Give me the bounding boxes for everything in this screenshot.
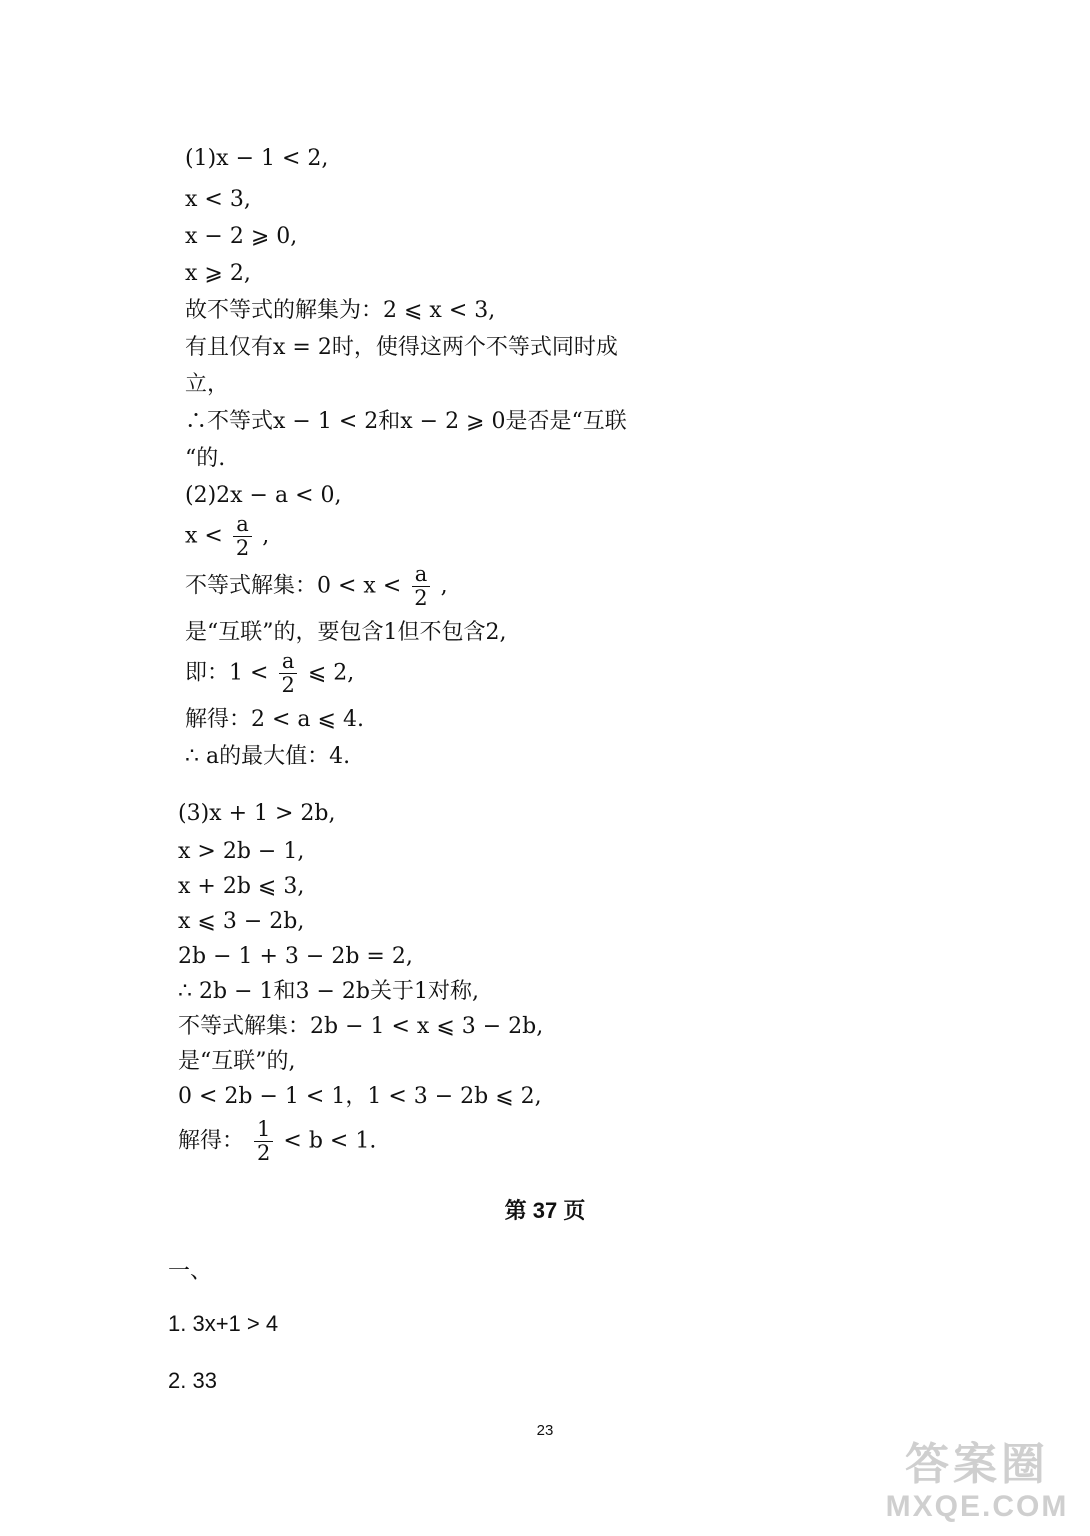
fraction-denominator: 2 xyxy=(235,536,250,560)
math-line: 是“互联”的，要包含1但不包含2, xyxy=(185,620,507,645)
math-line-fraction xyxy=(185,563,448,610)
math-line: x − 2 ⩾ 0, xyxy=(185,224,298,249)
math-line: (1)x − 1 < 2, xyxy=(185,146,329,171)
fraction xyxy=(233,513,252,560)
math-line: (3)x + 1 > 2b, xyxy=(178,801,336,826)
math-line-fraction xyxy=(185,513,269,560)
page-heading: 第 37 页 xyxy=(504,1198,586,1223)
watermark-logo xyxy=(872,1440,1082,1530)
answer-item-2: 2. 33 xyxy=(168,1368,217,1393)
math-line: 解得：2 < a ⩽ 4. xyxy=(185,707,364,732)
fraction-numerator: a xyxy=(233,513,252,537)
math-text: x < xyxy=(185,523,223,549)
math-line: “的. xyxy=(185,446,226,471)
math-line: 2b − 1 + 3 − 2b = 2, xyxy=(178,944,413,969)
math-line: 有且仅有x = 2时，使得这两个不等式同时成 xyxy=(185,335,618,360)
math-line-fraction xyxy=(178,1118,376,1165)
math-text: ⩽ 2, xyxy=(307,660,355,686)
page-number: 23 xyxy=(536,1422,554,1439)
math-line: 是“互联”的, xyxy=(178,1049,296,1074)
math-line: ∴ 2b − 1和3 − 2b关于1对称, xyxy=(178,979,479,1004)
math-text: , xyxy=(440,573,448,599)
math-text: 不等式解集：0 < x < xyxy=(185,573,402,599)
math-line: x > 2b − 1, xyxy=(178,839,305,864)
section-label: 一、 xyxy=(168,1258,213,1283)
math-line: 故不等式的解集为：2 ⩽ x < 3, xyxy=(185,298,496,323)
fraction xyxy=(411,563,430,610)
math-line: x < 3, xyxy=(185,187,251,212)
math-text: < b < 1. xyxy=(283,1128,377,1154)
fraction-numerator: a xyxy=(279,650,298,674)
math-text: 即：1 < xyxy=(185,660,269,686)
math-line: 0 < 2b − 1 < 1，1 < 3 − 2b ⩽ 2, xyxy=(178,1084,542,1109)
math-text: 解得： xyxy=(178,1128,245,1154)
fraction xyxy=(278,650,297,697)
math-line: 不等式解集：2b − 1 < x ⩽ 3 − 2b, xyxy=(178,1014,544,1039)
math-line: ∴不等式x − 1 < 2和x − 2 ⩾ 0是否是“互联 xyxy=(185,409,627,434)
fraction-numerator: a xyxy=(412,563,431,587)
fraction-denominator: 2 xyxy=(281,673,295,697)
math-line: ∴ a的最大值：4. xyxy=(185,744,351,769)
fraction-denominator: 2 xyxy=(414,586,428,610)
fraction-numerator: 1 xyxy=(254,1118,273,1142)
math-line: x + 2b ⩽ 3, xyxy=(178,874,305,899)
math-text: , xyxy=(262,523,270,549)
math-line: x ⩾ 2, xyxy=(185,261,251,286)
math-line: (2)2x − a < 0, xyxy=(185,483,342,508)
watermark-text-bottom: MXQE.COM xyxy=(885,1490,1069,1523)
answer-item-1: 1. 3x+1 > 4 xyxy=(168,1311,279,1336)
math-line: 立， xyxy=(185,372,230,397)
math-line: x ⩽ 3 − 2b, xyxy=(178,909,305,934)
watermark-text-top: 答案圈 xyxy=(905,1440,1049,1489)
math-line-fraction xyxy=(185,650,354,697)
fraction xyxy=(254,1118,273,1165)
fraction-denominator: 2 xyxy=(257,1141,271,1165)
